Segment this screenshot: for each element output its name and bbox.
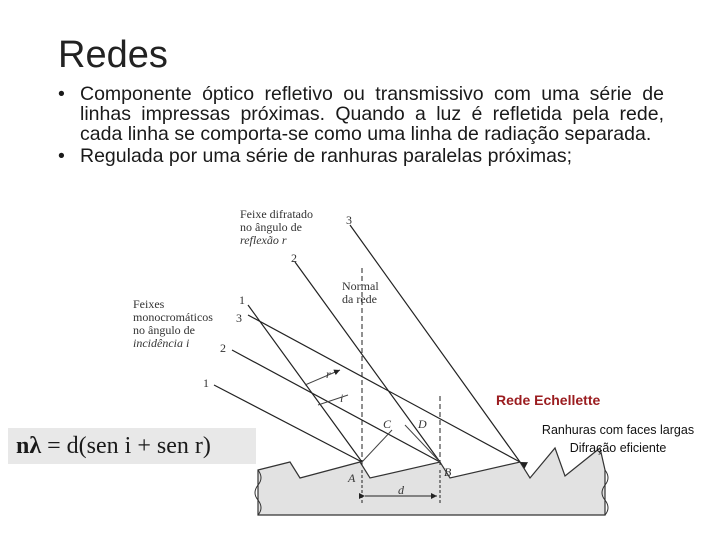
slide-title: Redes (58, 34, 168, 76)
grating-equation (8, 428, 256, 464)
note-line: Difração eficiente (569, 441, 667, 455)
bullet-dot-icon: • (58, 83, 65, 105)
note-text (520, 421, 716, 457)
ray-number-label: 2 (291, 251, 297, 265)
equation-lhs: nλ (16, 433, 42, 459)
bullet-text: Componente óptico refletivo ou transmissivo com uma série de linhas impressas próximas. Quando a luz é refletida pela rede, cada linha se comporta-se como uma linha de radiação separada. (80, 83, 664, 145)
dimension-label-d: d (398, 483, 404, 497)
incident-ray-3 (248, 315, 520, 462)
angle-label-r: r (326, 367, 331, 381)
incident-ray-2 (232, 350, 440, 462)
ray-number-label: 3 (236, 311, 242, 325)
ray-number-label: 2 (220, 341, 226, 355)
ray-number-label: 1 (239, 293, 245, 307)
note-title: Rede Echellette (496, 392, 601, 408)
bullet-dot-icon: • (58, 145, 65, 167)
note-line: Ranhuras com faces largas (541, 423, 695, 437)
ray-number-label: 1 (203, 376, 209, 390)
angle-arc-i (318, 395, 348, 405)
label-diffracted: Feixe difratado no ângulo de reflexão r (240, 207, 313, 247)
diffracted-ray-1 (248, 305, 362, 462)
label-normal: Normal da rede (342, 279, 379, 306)
angle-label-i: i (340, 391, 344, 405)
label-incident: Feixes monocromáticos no ângulo de incidência i (133, 297, 213, 350)
point-label-a: A (348, 471, 356, 485)
path-difference-line-c (362, 430, 392, 462)
ray-number-label: 3 (346, 213, 352, 227)
diffracted-ray-3 (350, 225, 520, 462)
point-label-c: C (383, 417, 392, 431)
equation-rhs: = d(sen i + sen r) (41, 433, 211, 459)
point-label-d: D (418, 417, 427, 431)
point-label-b: B (444, 465, 452, 479)
angle-arc-r (305, 370, 340, 385)
bullet-text: Regulada por uma série de ranhuras paralelas próximas; (80, 145, 573, 167)
